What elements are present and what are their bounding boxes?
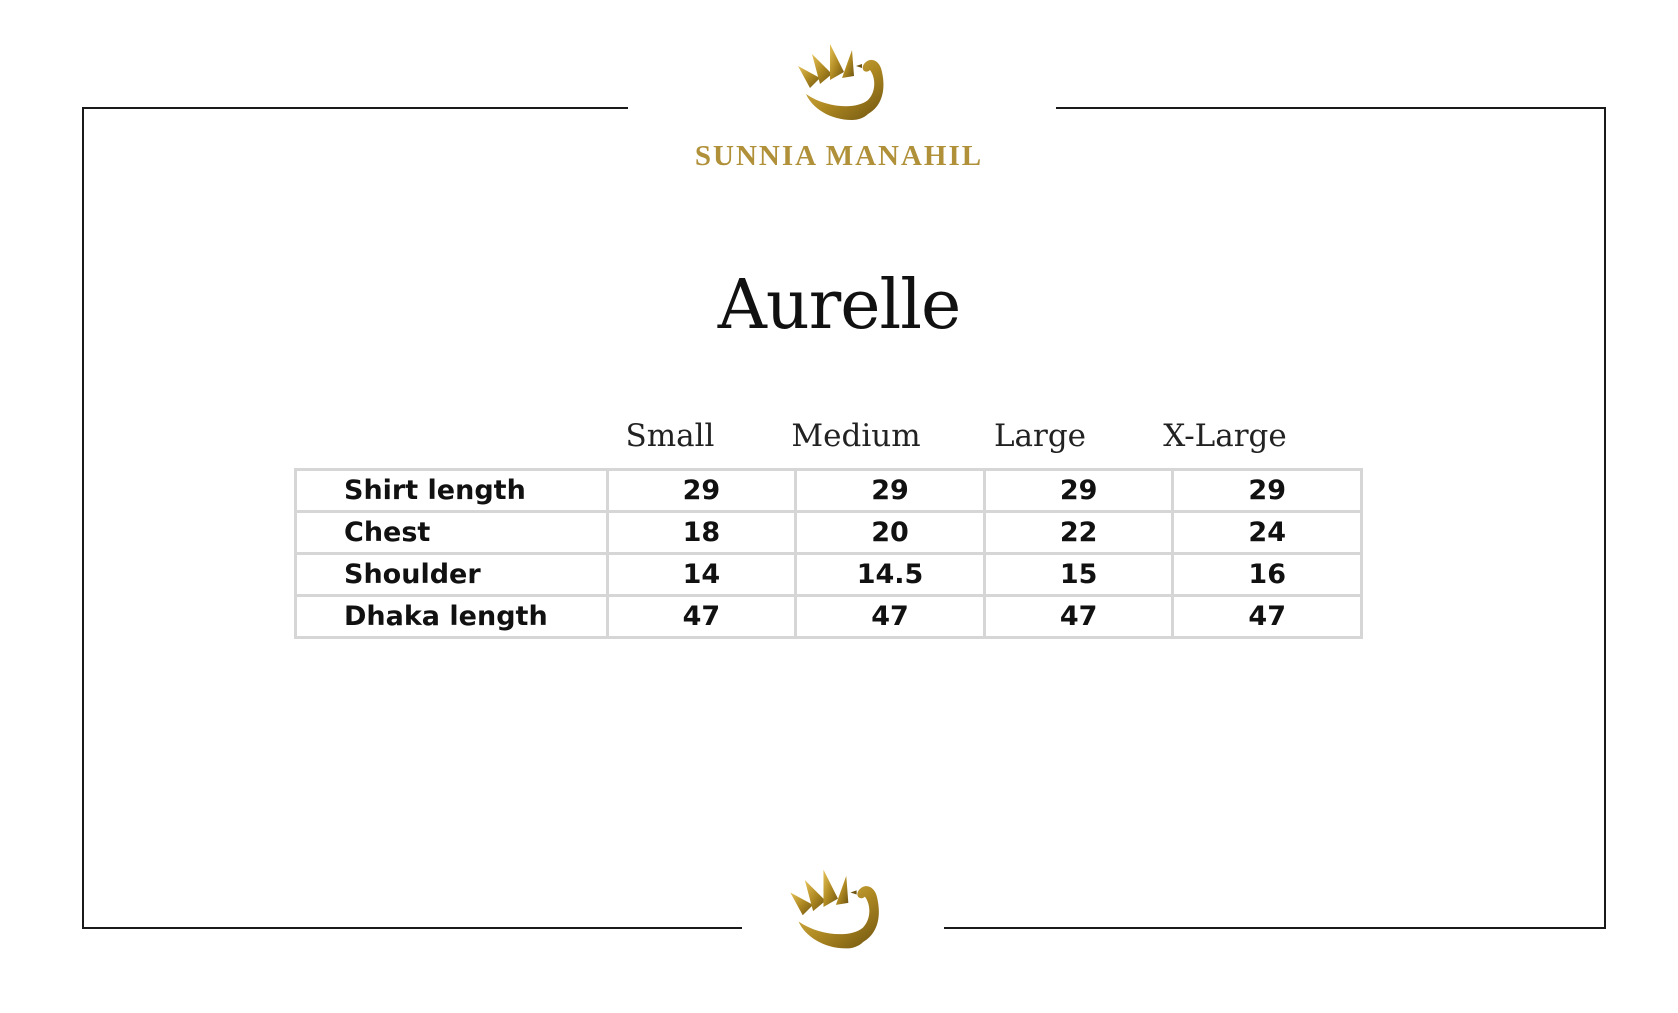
- table-cell: 29: [607, 470, 796, 512]
- size-header-x-large: X-Large: [1163, 418, 1287, 454]
- table-row: [296, 512, 1362, 554]
- size-table: [294, 468, 1363, 639]
- table-cell: 29: [984, 470, 1173, 512]
- table-row: [296, 470, 1362, 512]
- table-cell: 15: [984, 554, 1173, 596]
- table-cell: 29: [1173, 470, 1362, 512]
- row-label: Chest: [296, 512, 608, 554]
- row-label: Dhaka length: [296, 596, 608, 638]
- row-label: Shirt length: [296, 470, 608, 512]
- size-header-medium: Medium: [791, 418, 921, 454]
- table-cell: 47: [796, 596, 985, 638]
- table-cell: 16: [1173, 554, 1362, 596]
- table-cell: 47: [984, 596, 1173, 638]
- table-cell: 47: [607, 596, 796, 638]
- row-label: Shoulder: [296, 554, 608, 596]
- table-cell: 14.5: [796, 554, 985, 596]
- table-cell: 18: [607, 512, 796, 554]
- table-cell: 22: [984, 512, 1173, 554]
- table-cell: 29: [796, 470, 985, 512]
- table-cell: 24: [1173, 512, 1362, 554]
- swan-logo-icon: [790, 36, 900, 126]
- table-cell: 20: [796, 512, 985, 554]
- size-header-small: Small: [625, 418, 715, 454]
- table-row: [296, 554, 1362, 596]
- product-title: Aurelle: [717, 266, 961, 345]
- table-row: [296, 596, 1362, 638]
- swan-logo-icon: [782, 858, 896, 958]
- brand-name: SUNNIA MANAHIL: [694, 140, 984, 172]
- table-cell: 14: [607, 554, 796, 596]
- table-cell: 47: [1173, 596, 1362, 638]
- size-header-large: Large: [993, 418, 1087, 454]
